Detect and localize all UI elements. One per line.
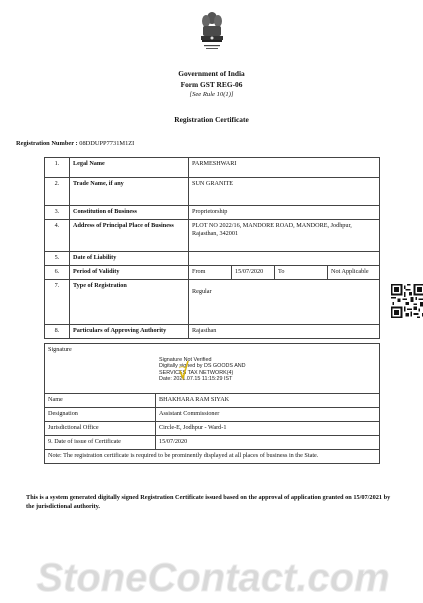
registration-number [16,140,134,147]
liability-date-value [189,252,380,266]
registration-number-value: 08DDUPP7731M1ZI [79,140,135,147]
signature-verification-mark-icon [177,359,189,381]
table-row [45,266,380,280]
national-emblem-icon [199,9,225,59]
registration-details-table [44,157,380,339]
row-label: Name [45,394,156,408]
table-row [45,422,380,436]
signature-date: Date: 2021.07.15 11:15:29 IST [159,376,233,383]
signature-label: Signature [48,346,72,353]
row-label: Designation [45,408,156,422]
row-number: 7. [45,280,70,325]
row-number: 5. [45,252,70,266]
address-value: PLOT NO 2022/16, MANDORE ROAD, MANDORE, Jodhpur, Rajasthan, 342001 [189,220,380,252]
rule-reference: [See Rule 10(1)] [189,91,234,98]
display-note: Note: The registration certificate is required to be prominently displayed at all places of business in the State. [45,450,380,464]
jurisdictional-office-value: Circle-E, Jodhpur - Ward-1 [156,422,380,436]
table-row [45,280,380,325]
signature-status: Signature Not Verified [159,356,212,363]
row-number: 4. [45,220,70,252]
row-number: 2. [45,178,70,206]
table-row [45,325,380,339]
row-label: Legal Name [70,158,189,178]
issue-date-value: 15/07/2020 [156,436,380,450]
system-generated-footer: This is a system generated digitally signed Registration Certificate issued based on the approval of application granted on 15/07/2021 by the jurisdictional authority. [26,494,391,511]
designation-value: Assistant Commissioner [156,408,380,422]
table-row [45,252,380,266]
registration-type-cell [189,280,380,325]
approving-authority-value: Rajasthan [189,325,380,339]
registration-number-label: Registration Number : [16,140,78,147]
signature-row [45,344,380,394]
table-row [45,178,380,206]
validity-to-value: Not Applicable [328,266,380,280]
row-label: Date of Liability [70,252,189,266]
row-number: 6. [45,266,70,280]
digital-signature-block [159,357,376,383]
table-row [45,394,380,408]
table-row [45,408,380,422]
certificate-title: Registration Certificate [174,115,249,124]
row-label: Particulars of Approving Authority [70,325,189,339]
signatory-table [44,343,380,464]
table-row [45,158,380,178]
qr-code-icon [391,284,423,318]
note-row [45,450,380,464]
constitution-value: Proprietorship [189,206,380,220]
row-label: Constitution of Business [70,206,189,220]
row-number: 1. [45,158,70,178]
table-row [45,206,380,220]
signatory-name-value: BHAKHARA RAM SIYAK [156,394,380,408]
legal-name-value: PARMESHWARI [189,158,380,178]
registration-type-value: Regular [192,288,212,295]
validity-from-label: From [189,266,232,280]
row-number: 8. [45,325,70,339]
row-label: 9. Date of issue of Certificate [45,436,156,450]
watermark-logo [28,553,398,603]
table-row [45,220,380,252]
trade-name-value: SUN GRANITE [189,178,380,206]
row-number: 3. [45,206,70,220]
row-label: Jurisdictional Office [45,422,156,436]
row-label: Address of Principal Place of Business [70,220,189,252]
row-label: Period of Validity [70,266,189,280]
row-label: Trade Name, if any [70,178,189,206]
signature-signer-org: SERVICES TAX NETWORK(4) [159,369,234,376]
validity-to-label: To [275,266,328,280]
signature-cell [45,344,380,394]
signature-signed-by: Digitally signed by DS GOODS AND [159,363,246,370]
form-heading: Form GST REG-06 [180,80,243,89]
row-label: Type of Registration [70,280,189,325]
government-heading: Government of India [178,69,245,78]
table-row [45,436,380,450]
validity-from-date: 15/07/2020 [232,266,275,280]
svg-text:StoneContact.com: StoneContact.com [36,556,390,600]
